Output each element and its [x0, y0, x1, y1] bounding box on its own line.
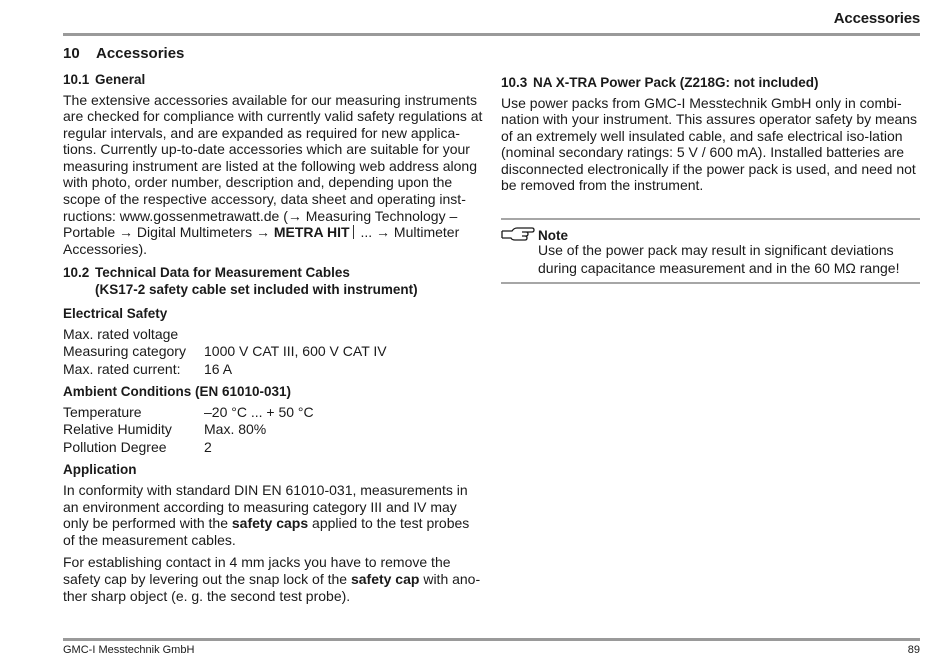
- app-text: In conformity with standard DIN EN 61010-031, measurements in an environment according to measuring category III and IV may only be performed with the: [63, 481, 468, 532]
- app-text: with ano-ther sharp object (e. g. the second test probe).: [63, 570, 481, 604]
- row-key: Measuring category: [63, 343, 186, 360]
- application-paragraph-1: [63, 482, 483, 548]
- pointing-hand-icon: [501, 226, 535, 242]
- right-column: [501, 75, 921, 200]
- section-title: Accessories: [96, 45, 185, 62]
- app-text: applied to the test probes of the measurement cables.: [63, 515, 470, 548]
- ambient-conditions-heading: Ambient Conditions (EN 61010-031): [63, 384, 292, 400]
- section-number: 10: [63, 45, 80, 62]
- table-row: [63, 404, 314, 422]
- section-10-2-heading: [63, 265, 483, 298]
- note-box: [501, 218, 920, 284]
- row-value: [204, 326, 387, 344]
- app-emphasis: safety caps: [231, 515, 309, 532]
- nav-text: Multimeter Accessories).: [63, 224, 460, 257]
- nav-text: Measuring Technology – Portable: [63, 207, 458, 241]
- row-value: 1000 V CAT III, 600 V CAT IV: [204, 343, 387, 360]
- row-key: Temperature: [63, 403, 142, 420]
- table-row: [63, 439, 314, 457]
- section-number: 10.2: [63, 265, 90, 281]
- note-text: Use of the power pack may result in significant deviations during capacitance measurement and in the 60 MΩ range!: [538, 242, 900, 276]
- section-10-1-heading: [63, 72, 483, 89]
- section-title: Technical Data for Measurement Cables: [95, 265, 350, 281]
- page-header-title: Accessories: [833, 10, 920, 27]
- row-value: 2: [204, 438, 212, 455]
- app-text: For establishing contact in 4 mm jacks you have to remove the safety cap by levering out the snap lock of the: [63, 554, 451, 587]
- section-title: NA X-TRA Power Pack (Z218G: not included): [533, 75, 819, 90]
- row-key: Relative Humidity: [63, 421, 172, 438]
- left-column: [63, 45, 483, 610]
- table-row: [63, 326, 387, 344]
- row-key: Pollution Degree: [63, 438, 167, 455]
- section-title: General: [95, 72, 146, 87]
- application-paragraph-2: [63, 554, 483, 604]
- power-pack-paragraph: Use power packs from GMC-I Messtechnik GmbH only in combi-nation with your instrument. This assures operator safety by means of an extremely well insulated cable, and safe electrical iso-lation (nominal secondary ratings: 5 V / 600 mA). Installed batteries are disconnected electronically if the power pack is used, and need not be removed from the instrument.: [501, 94, 918, 194]
- row-value: –20 °C ... + 50 °C: [204, 403, 314, 420]
- section-subtitle: (KS17-2 safety cable set included with instrument): [95, 281, 418, 297]
- general-paragraph: [63, 92, 483, 258]
- row-key: Max. rated voltage: [63, 325, 179, 342]
- footer-rule: [63, 638, 920, 641]
- table-row: [63, 361, 387, 379]
- row-value: Max. 80%: [204, 421, 267, 438]
- row-value: 16 A: [204, 360, 233, 377]
- ambient-conditions-table: [63, 404, 314, 457]
- brand-name: METRA HIT: [273, 224, 350, 241]
- section-number: 10.1: [63, 72, 90, 87]
- application-heading: Application: [63, 462, 137, 478]
- arrow-icon: →: [119, 224, 134, 241]
- app-emphasis: safety cap: [350, 570, 420, 587]
- arrow-icon: →: [376, 224, 391, 241]
- header-rule: [63, 33, 920, 36]
- section-10-heading: [63, 45, 483, 63]
- footer-company: GMC-I Messtechnik GmbH: [63, 644, 195, 656]
- section-number: 10.3: [501, 75, 528, 90]
- note-heading: Note: [538, 228, 568, 243]
- electrical-safety-table: [63, 326, 387, 379]
- arrow-icon: →: [255, 224, 270, 241]
- general-text: The extensive accessories available for our measuring instruments are checked for compliance with currently valid safety regulations at regular intervals, and are expanded as required for new applica-tions. Currently up-to-date accessories which are suitable for your measuring instrument are listed at the following web address along with photo, order number, description and, depending upon the scope of the respective accessory, data sheet and operating inst-ructions: www.gossenmetrawatt.de (: [63, 91, 483, 224]
- page-number: 89: [907, 644, 920, 656]
- nav-text: ...: [356, 224, 377, 241]
- divider-bar: [353, 225, 354, 239]
- nav-text: Digital Multimeters: [133, 224, 256, 241]
- table-row: [63, 421, 314, 439]
- row-key: Max. rated current:: [63, 360, 181, 377]
- section-10-3-heading: [501, 75, 921, 92]
- electrical-safety-heading: Electrical Safety: [63, 306, 168, 322]
- table-row: [63, 343, 387, 361]
- arrow-icon: →: [287, 207, 302, 224]
